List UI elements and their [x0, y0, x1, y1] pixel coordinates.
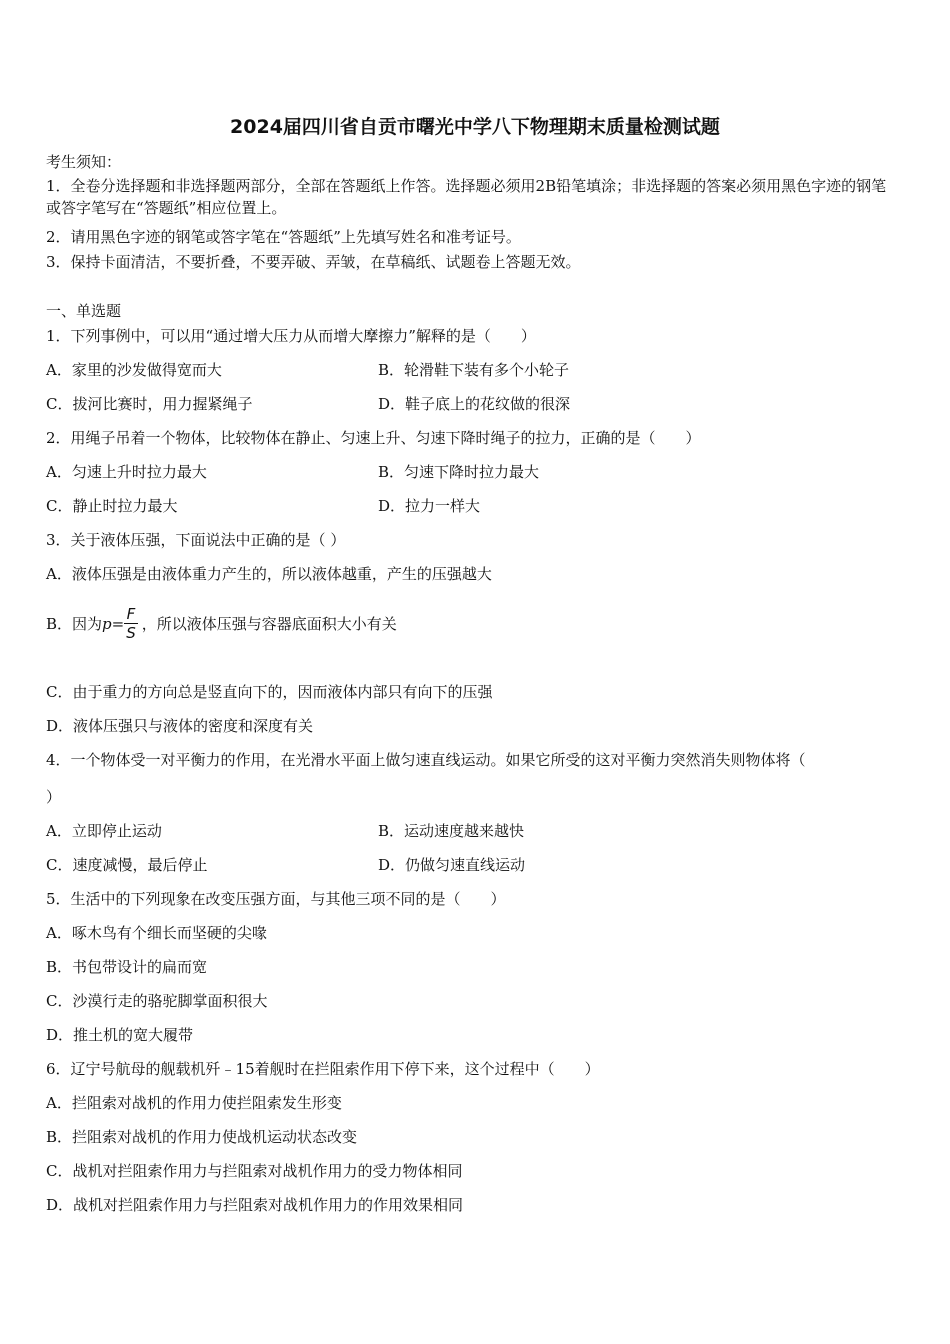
pressure-variable: p [102, 615, 112, 633]
section-heading: 一、单选题 [46, 302, 122, 320]
question-2-stem: 2．用绳子吊着一个物体，比较物体在静止、匀速上升、匀速下降时绳子的拉力，正确的是（ ） [46, 429, 701, 447]
question-1-option-c: C．拔河比赛时，用力握紧绳子 [46, 395, 253, 413]
question-1-stem: 1．下列事例中，可以用“通过增大压力从而增大摩擦力”解释的是（ ） [46, 327, 536, 345]
question-4-option-a: A．立即停止运动 [46, 822, 162, 840]
notice-heading: 考生须知： [46, 153, 122, 171]
question-6-option-c: C．战机对拦阻索作用力与拦阻索对战机作用力的受力物体相同 [46, 1162, 463, 1180]
fraction-denominator: S [126, 623, 136, 642]
question-5-option-a: A．啄木鸟有个细长而坚硬的尖喙 [46, 924, 267, 942]
question-5-option-b: B．书包带设计的扁而宽 [46, 958, 208, 976]
question-5-option-c: C．沙漠行走的骆驼脚掌面积很大 [46, 992, 268, 1010]
question-4-stem: 4．一个物体受一对平衡力的作用，在光滑水平面上做匀速直线运动。如果它所受的这对平衡力突然消失则物体将（ [46, 751, 806, 769]
question-3-option-b-suffix: ，所以液体压强与容器底面积大小有关 [141, 615, 397, 633]
question-6-option-d: D．战机对拦阻索作用力与拦阻索对战机作用力的作用效果相同 [46, 1196, 464, 1214]
notice-item-2: 2．请用黑色字迹的钢笔或答字笔在“答题纸”上先填写姓名和准考证号。 [46, 228, 521, 246]
question-1-option-b: B．轮滑鞋下装有多个小轮子 [378, 361, 570, 379]
question-6-stem: 6．辽宁号航母的舰载机歼﹣15着舰时在拦阻索作用下停下来，这个过程中（ ） [46, 1060, 600, 1078]
question-3-option-a: A．液体压强是由液体重力产生的，所以液体越重，产生的压强越大 [46, 565, 492, 583]
question-4-option-d: D．仍做匀速直线运动 [378, 856, 526, 874]
question-5-stem: 5．生活中的下列现象在改变压强方面，与其他三项不同的是（ ） [46, 890, 506, 908]
pressure-formula-fraction [124, 605, 138, 642]
question-3-option-d: D．液体压强只与液体的密度和深度有关 [46, 717, 314, 735]
notice-item-3: 3．保持卡面清洁，不要折叠，不要弄破、弄皱，在草稿纸、试题卷上答题无效。 [46, 253, 581, 271]
question-4-option-c: C．速度减慢，最后停止 [46, 856, 208, 874]
question-5-option-d: D．推土机的宽大履带 [46, 1026, 194, 1044]
question-6-option-b: B．拦阻索对战机的作用力使战机运动状态改变 [46, 1128, 358, 1146]
question-6-option-a: A．拦阻索对战机的作用力使拦阻索发生形变 [46, 1094, 342, 1112]
equals-sign: = [111, 615, 125, 633]
question-3-option-b [46, 604, 397, 644]
question-4-option-b: B．运动速度越来越快 [378, 822, 525, 840]
question-3-option-b-prefix: B．因为 [46, 615, 103, 633]
question-2-option-c: C．静止时拉力最大 [46, 497, 178, 515]
question-2-option-a: A．匀速上升时拉力最大 [46, 463, 207, 481]
notice-item-1: 1．全卷分选择题和非选择题两部分，全部在答题纸上作答。选择题必须用2B铅笔填涂；非选择题的答案必须用黑色字迹的钢笔或答字笔写在“答题纸”相应位置上。 [46, 177, 887, 217]
question-2-option-d: D．拉力一样大 [378, 497, 481, 515]
question-3-option-c: C．由于重力的方向总是竖直向下的，因而液体内部只有向下的压强 [46, 683, 493, 701]
question-4-stem-cont: ） [46, 788, 62, 806]
question-1-option-d: D．鞋子底上的花纹做的很深 [378, 395, 571, 413]
question-3-stem: 3．关于液体压强，下面说法中正确的是（ ） [46, 531, 346, 549]
question-2-option-b: B．匀速下降时拉力最大 [378, 463, 540, 481]
page-title: 2024届四川省自贡市曙光中学八下物理期末质量检测试题 [230, 116, 720, 138]
question-1-option-a: A．家里的沙发做得宽而大 [46, 361, 222, 379]
fraction-numerator: F [124, 605, 138, 624]
